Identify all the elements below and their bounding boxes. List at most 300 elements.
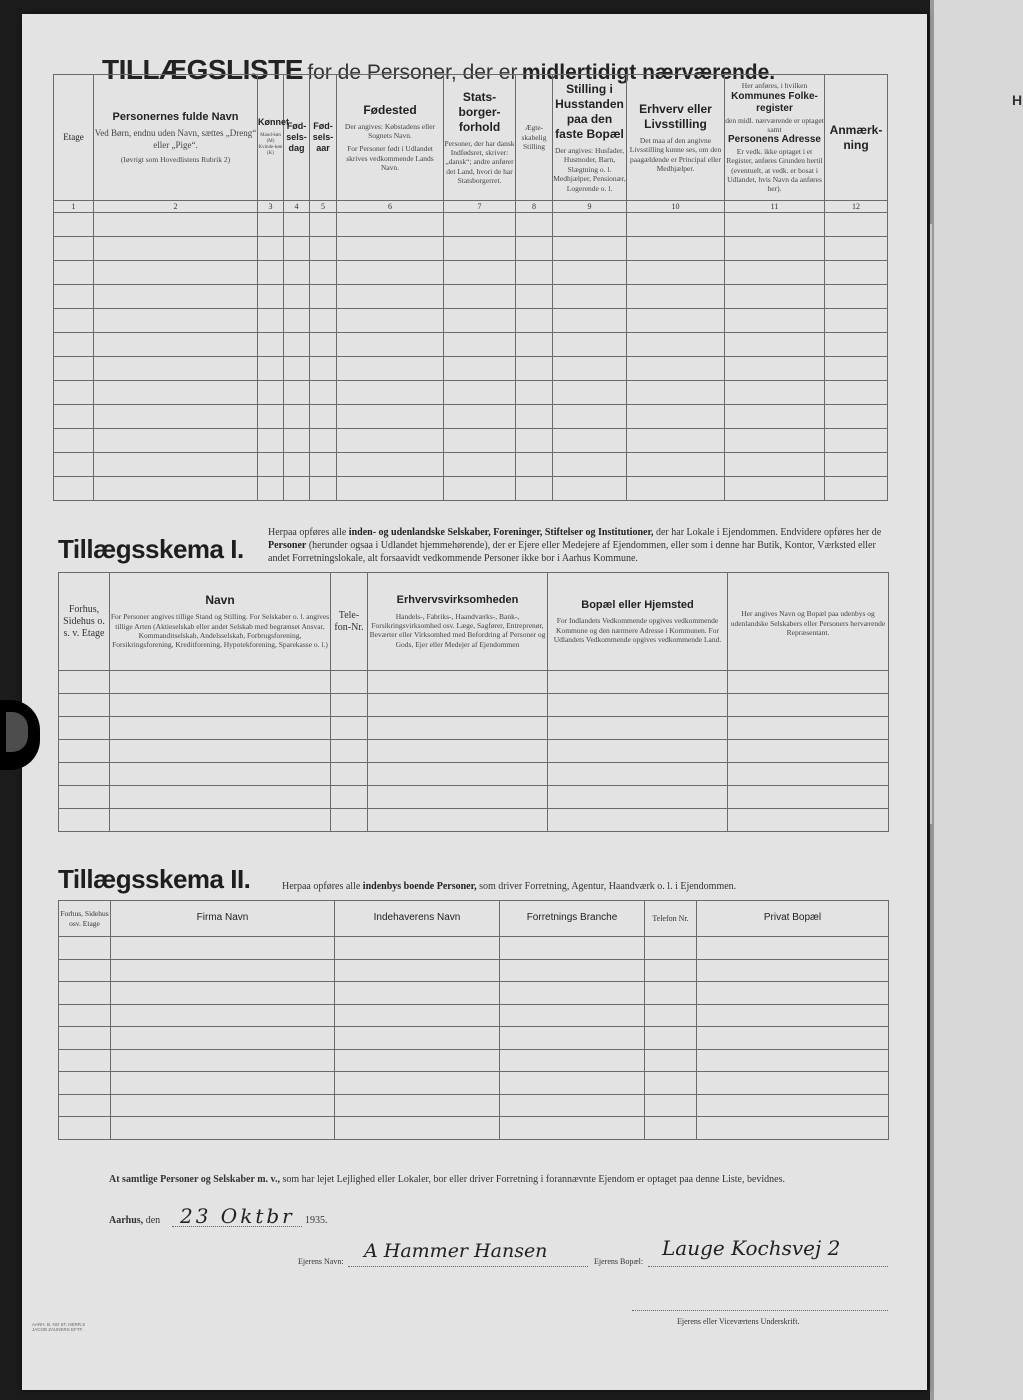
empty-cell	[697, 1004, 889, 1027]
empty-cell	[110, 717, 331, 740]
empty-row	[54, 357, 888, 381]
empty-cell	[59, 740, 110, 763]
empty-cell	[516, 261, 553, 285]
empty-cell	[728, 740, 889, 763]
date-handwritten: 23 Oktbr	[180, 1204, 295, 1228]
empty-cell	[284, 285, 310, 309]
empty-row	[59, 809, 889, 832]
empty-cell	[728, 694, 889, 717]
empty-cell	[331, 763, 368, 786]
empty-cell	[500, 1027, 645, 1050]
empty-cell	[310, 381, 337, 405]
empty-cell	[627, 357, 725, 381]
s2-col-firma: Firma Navn	[111, 901, 335, 937]
empty-cell	[825, 381, 888, 405]
empty-cell	[110, 694, 331, 717]
empty-cell	[331, 809, 368, 832]
declaration: At samtlige Personer og Selskaber m. v., som har lejet Lejlighed eller Lokaler, bor eller driver Forretning i forannævnte Ejendom er optaget paa denne Liste, bevidnes.	[109, 1174, 785, 1185]
empty-cell	[553, 429, 627, 453]
empty-cell	[59, 1094, 111, 1117]
empty-cell	[310, 213, 337, 237]
empty-cell	[54, 213, 94, 237]
empty-cell	[725, 357, 825, 381]
empty-row	[59, 717, 889, 740]
empty-cell	[645, 937, 697, 960]
col-statsborger: Stats-borger-forhold Personer, der har dansk Indfødsret, skriver: „dansk“; andre anfører det Land, hvori de har Statsborgerret.	[444, 75, 516, 201]
place-label: Aarhus, den	[109, 1215, 161, 1226]
empty-cell	[59, 937, 111, 960]
empty-cell	[500, 982, 645, 1005]
empty-cell	[553, 333, 627, 357]
empty-cell	[548, 809, 728, 832]
col-anmaerkning: Anmærk-ning	[825, 75, 888, 201]
empty-row	[54, 429, 888, 453]
empty-cell	[258, 261, 284, 285]
empty-cell	[516, 333, 553, 357]
empty-cell	[284, 405, 310, 429]
empty-cell	[444, 261, 516, 285]
empty-cell	[310, 453, 337, 477]
empty-cell	[444, 309, 516, 333]
empty-cell	[337, 357, 444, 381]
year: 1935.	[305, 1215, 328, 1226]
empty-cell	[516, 309, 553, 333]
empty-cell	[59, 982, 111, 1005]
owner-name-handwritten: A Hammer Hansen	[364, 1240, 548, 1262]
empty-cell	[444, 237, 516, 261]
empty-cell	[94, 309, 258, 333]
empty-cell	[444, 405, 516, 429]
signature-line	[632, 1310, 888, 1311]
empty-cell	[59, 671, 110, 694]
empty-row	[59, 1027, 889, 1050]
empty-cell	[331, 740, 368, 763]
empty-cell	[500, 1004, 645, 1027]
empty-cell	[444, 213, 516, 237]
empty-cell	[825, 405, 888, 429]
col-number: 6	[337, 201, 444, 213]
empty-row	[59, 740, 889, 763]
col-foedested: Fødested Der angives: Købstadens eller Sognets Navn. For Personer født i Udlandet skrives vedkommende Lands Navn.	[337, 75, 444, 201]
s1-col-telefon: Tele-fon-Nr.	[331, 573, 368, 671]
empty-cell	[337, 381, 444, 405]
empty-cell	[54, 333, 94, 357]
col-number: 5	[310, 201, 337, 213]
empty-cell	[111, 959, 335, 982]
owner-address-label: Ejerens Bopæl:	[594, 1257, 644, 1266]
empty-cell	[284, 309, 310, 333]
empty-cell	[516, 453, 553, 477]
empty-row	[59, 982, 889, 1005]
s1-col-erhverv: Erhvervsvirksomheden Handels-, Fabriks-, Haandværks-, Bank-, Forsikringsvirksomhed osv. Læge, Sagfører, Entreprenør, Beværter eller Virksomhed med Befordring af Personer og Gods, Ejer eller Medejer af Ejendommen	[368, 573, 548, 671]
empty-cell	[59, 1004, 111, 1027]
empty-cell	[516, 405, 553, 429]
empty-row	[59, 694, 889, 717]
col-erhverv: Erhverv eller Livsstilling Det maa af den angivne Livsstilling kunne ses, om den paagældende er Principal eller Medhjælper.	[627, 75, 725, 201]
empty-cell	[627, 237, 725, 261]
empty-row	[59, 1004, 889, 1027]
empty-cell	[728, 786, 889, 809]
empty-cell	[335, 1049, 500, 1072]
empty-cell	[335, 1117, 500, 1140]
empty-cell	[59, 717, 110, 740]
empty-cell	[725, 285, 825, 309]
empty-cell	[516, 237, 553, 261]
s1-col-bopael: Bopæl eller Hjemsted For Indlandets Vedkommende opgives vedkommende Kommune og den nærmere Adresse i Kommunen. For Udlandets Vedkommende opgives vedkommende Land.	[548, 573, 728, 671]
skema2-table	[58, 900, 889, 1140]
empty-cell	[444, 453, 516, 477]
col-foedselsdag: Fød-sels-dag	[284, 75, 310, 201]
empty-cell	[516, 381, 553, 405]
empty-cell	[825, 429, 888, 453]
empty-cell	[337, 213, 444, 237]
empty-cell	[548, 717, 728, 740]
empty-cell	[697, 937, 889, 960]
empty-row	[59, 671, 889, 694]
empty-cell	[368, 717, 548, 740]
form-page	[22, 14, 927, 1390]
signature-label: Ejerens eller Viceværtens Underskrift.	[677, 1317, 800, 1326]
col-stilling: Stilling i Husstanden paa den faste Bopæl Der angives: Husfader, Husmoder, Barn, Slægtning o. l. Medhjælper, Pensionær, Logerende o. l.	[553, 75, 627, 201]
empty-cell	[310, 405, 337, 429]
s1-col-repraesentant: Her angives Navn og Bopæl paa udenbys og udenlandske Selskabers eller Personers herværende Repræsentant.	[728, 573, 889, 671]
empty-cell	[553, 477, 627, 501]
empty-row	[54, 477, 888, 501]
empty-cell	[337, 237, 444, 261]
empty-cell	[725, 237, 825, 261]
empty-cell	[284, 429, 310, 453]
empty-cell	[697, 1094, 889, 1117]
tillaegsliste-table	[53, 74, 888, 501]
col-folkeregister: Her anføres, i hvilken Kommunes Folke-register den midl. nærværende er optaget samt Personens Adresse Er vedk. ikke optaget i et Register, anføres Grunden hertil (eventuelt, at vedk. er bosat i Udlandet, hvis Navn da anføres her).	[725, 75, 825, 201]
empty-cell	[337, 429, 444, 453]
empty-cell	[627, 477, 725, 501]
empty-cell	[335, 959, 500, 982]
empty-cell	[111, 982, 335, 1005]
empty-cell	[697, 1072, 889, 1095]
empty-cell	[825, 261, 888, 285]
empty-cell	[697, 1049, 889, 1072]
empty-cell	[310, 261, 337, 285]
empty-cell	[54, 405, 94, 429]
skema1-table	[58, 572, 889, 832]
empty-cell	[111, 1117, 335, 1140]
s1-col-etage: Forhus, Sidehus o. s. v. Etage	[59, 573, 110, 671]
empty-cell	[645, 1094, 697, 1117]
empty-cell	[310, 477, 337, 501]
empty-cell	[94, 285, 258, 309]
empty-row	[59, 959, 889, 982]
list-title: TILLÆGSLISTE for de Personer, der er midlertidigt nærværende.	[102, 54, 776, 85]
empty-cell	[258, 333, 284, 357]
empty-cell	[258, 357, 284, 381]
empty-cell	[284, 381, 310, 405]
empty-cell	[110, 740, 331, 763]
empty-row	[59, 1072, 889, 1095]
empty-cell	[627, 333, 725, 357]
empty-cell	[54, 285, 94, 309]
empty-cell	[310, 333, 337, 357]
empty-row	[54, 309, 888, 333]
empty-row	[54, 405, 888, 429]
empty-cell	[553, 285, 627, 309]
empty-cell	[258, 429, 284, 453]
empty-cell	[825, 213, 888, 237]
empty-cell	[627, 213, 725, 237]
empty-cell	[500, 1094, 645, 1117]
empty-cell	[500, 1072, 645, 1095]
empty-cell	[94, 381, 258, 405]
empty-cell	[368, 763, 548, 786]
empty-cell	[94, 333, 258, 357]
empty-cell	[516, 477, 553, 501]
empty-cell	[627, 405, 725, 429]
s2-col-branche: Forretnings Branche	[500, 901, 645, 937]
empty-cell	[54, 357, 94, 381]
empty-cell	[94, 453, 258, 477]
empty-cell	[59, 1049, 111, 1072]
empty-cell	[645, 959, 697, 982]
empty-cell	[110, 786, 331, 809]
empty-cell	[258, 477, 284, 501]
empty-cell	[258, 381, 284, 405]
owner-address-line	[648, 1266, 888, 1267]
empty-cell	[553, 405, 627, 429]
empty-cell	[111, 1004, 335, 1027]
col-number: 4	[284, 201, 310, 213]
col-number: 12	[825, 201, 888, 213]
empty-cell	[335, 1072, 500, 1095]
empty-cell	[94, 213, 258, 237]
empty-cell	[110, 671, 331, 694]
empty-cell	[444, 381, 516, 405]
empty-cell	[697, 959, 889, 982]
col-number: 7	[444, 201, 516, 213]
col-number: 3	[258, 201, 284, 213]
empty-cell	[725, 477, 825, 501]
empty-cell	[337, 477, 444, 501]
empty-cell	[728, 717, 889, 740]
empty-cell	[337, 405, 444, 429]
empty-cell	[725, 333, 825, 357]
empty-cell	[284, 237, 310, 261]
col-number: 10	[627, 201, 725, 213]
s2-col-bopael: Privat Bopæl	[697, 901, 889, 937]
empty-row	[59, 937, 889, 960]
empty-cell	[368, 671, 548, 694]
empty-cell	[310, 357, 337, 381]
empty-cell	[284, 477, 310, 501]
empty-cell	[59, 1027, 111, 1050]
col-number: 2	[94, 201, 258, 213]
empty-cell	[54, 381, 94, 405]
empty-row	[59, 763, 889, 786]
empty-cell	[284, 453, 310, 477]
empty-cell	[258, 405, 284, 429]
empty-row	[54, 213, 888, 237]
empty-cell	[725, 381, 825, 405]
empty-cell	[310, 237, 337, 261]
empty-cell	[444, 357, 516, 381]
empty-cell	[725, 429, 825, 453]
empty-cell	[516, 285, 553, 309]
printer-mark: AARH. B. NO ST. HERR.S JACOB ZAUNERS EFTF.	[32, 1322, 86, 1333]
empty-cell	[258, 285, 284, 309]
skema2-title: Tillægsskema II.	[58, 864, 251, 894]
empty-cell	[284, 261, 310, 285]
col-foedselsaar: Fød-sels-aar	[310, 75, 337, 201]
empty-row	[54, 237, 888, 261]
empty-cell	[725, 453, 825, 477]
empty-cell	[111, 1049, 335, 1072]
empty-row	[59, 1094, 889, 1117]
owner-name-label: Ejerens Navn:	[298, 1257, 344, 1266]
empty-cell	[697, 1027, 889, 1050]
empty-cell	[553, 357, 627, 381]
empty-cell	[59, 786, 110, 809]
empty-cell	[825, 333, 888, 357]
empty-cell	[337, 453, 444, 477]
empty-cell	[54, 429, 94, 453]
empty-cell	[284, 213, 310, 237]
empty-cell	[553, 261, 627, 285]
skema1-note: Herpaa opføres alle inden- og udenlandske Selskaber, Foreninger, Stiftelser og Institutioner, der har Lokale i Ejendommen. Endvidere opføres her de Personer (herunder ogsaa i Udlandet hjemmehørende), der er Ejere eller Medejere af Ejendommen, eller som i denne har Butik, Kontor, Værksted eller andet Forretningslokale, alt forsaavidt vedkommende Personer ikke bor i Aarhus Kommune.	[268, 527, 882, 564]
empty-cell	[337, 285, 444, 309]
empty-row	[54, 261, 888, 285]
empty-cell	[284, 357, 310, 381]
empty-cell	[111, 1072, 335, 1095]
empty-cell	[368, 809, 548, 832]
empty-cell	[59, 763, 110, 786]
empty-cell	[825, 309, 888, 333]
empty-cell	[500, 959, 645, 982]
empty-cell	[368, 740, 548, 763]
empty-cell	[54, 237, 94, 261]
empty-cell	[335, 1027, 500, 1050]
empty-cell	[94, 429, 258, 453]
empty-row	[54, 333, 888, 357]
empty-cell	[94, 237, 258, 261]
empty-cell	[335, 1004, 500, 1027]
empty-cell	[645, 1072, 697, 1095]
empty-cell	[553, 237, 627, 261]
empty-cell	[645, 1049, 697, 1072]
next-page-edge: H	[932, 0, 1023, 1400]
empty-cell	[516, 357, 553, 381]
empty-cell	[500, 937, 645, 960]
col-number: 11	[725, 201, 825, 213]
col-number: 1	[54, 201, 94, 213]
empty-cell	[500, 1049, 645, 1072]
empty-cell	[825, 237, 888, 261]
empty-cell	[331, 671, 368, 694]
skema2-note: Herpaa opføres alle indenbys boende Personer, som driver Forretning, Agentur, Haandværk o. l. i Ejendommen.	[282, 881, 737, 892]
empty-cell	[59, 959, 111, 982]
empty-cell	[258, 453, 284, 477]
empty-cell	[553, 453, 627, 477]
empty-cell	[627, 261, 725, 285]
empty-cell	[697, 1117, 889, 1140]
empty-cell	[368, 694, 548, 717]
empty-cell	[310, 309, 337, 333]
empty-cell	[331, 694, 368, 717]
empty-cell	[627, 309, 725, 333]
empty-cell	[725, 213, 825, 237]
empty-cell	[500, 1117, 645, 1140]
empty-cell	[258, 309, 284, 333]
owner-name-line	[348, 1266, 588, 1267]
col-number: 9	[553, 201, 627, 213]
empty-row	[59, 1049, 889, 1072]
col-koen: Kønnet Mand-køn (M) Kvinde-køn (K)	[258, 75, 284, 201]
col-etage: Etage	[54, 75, 94, 201]
empty-cell	[54, 453, 94, 477]
s2-col-indehaver: Indehaverens Navn	[335, 901, 500, 937]
empty-row	[59, 786, 889, 809]
col-navn: Personernes fulde Navn Ved Børn, endnu uden Navn, sættes „Dreng“ eller „Pige“. (Iøvrigt som Hovedlistens Rubrik 2)	[94, 75, 258, 201]
empty-cell	[553, 213, 627, 237]
skema1-title: Tillægsskema I.	[58, 534, 244, 564]
empty-cell	[728, 763, 889, 786]
empty-cell	[825, 285, 888, 309]
empty-cell	[444, 285, 516, 309]
empty-cell	[627, 453, 725, 477]
empty-cell	[728, 671, 889, 694]
empty-cell	[331, 786, 368, 809]
empty-cell	[548, 671, 728, 694]
empty-cell	[94, 405, 258, 429]
empty-cell	[94, 357, 258, 381]
empty-cell	[548, 763, 728, 786]
empty-cell	[444, 333, 516, 357]
empty-cell	[553, 309, 627, 333]
empty-cell	[548, 740, 728, 763]
empty-cell	[645, 982, 697, 1005]
empty-cell	[725, 405, 825, 429]
empty-cell	[627, 429, 725, 453]
s2-col-etage: Forhus, Sidehus osv. Etage	[59, 901, 111, 937]
empty-cell	[111, 1027, 335, 1050]
empty-row	[54, 453, 888, 477]
empty-cell	[728, 809, 889, 832]
empty-cell	[548, 694, 728, 717]
empty-cell	[335, 1094, 500, 1117]
empty-cell	[627, 285, 725, 309]
col-aegteskab: Ægte-skabelig Stilling	[516, 75, 553, 201]
empty-cell	[825, 357, 888, 381]
empty-cell	[59, 1072, 111, 1095]
empty-cell	[335, 982, 500, 1005]
owner-address-handwritten: Lauge Kochsvej 2	[662, 1236, 841, 1260]
empty-cell	[258, 213, 284, 237]
empty-cell	[310, 285, 337, 309]
empty-cell	[54, 477, 94, 501]
empty-cell	[59, 694, 110, 717]
empty-cell	[444, 477, 516, 501]
empty-cell	[337, 309, 444, 333]
empty-cell	[111, 937, 335, 960]
empty-cell	[110, 763, 331, 786]
empty-cell	[111, 1094, 335, 1117]
empty-cell	[645, 1004, 697, 1027]
s1-col-navn: Navn For Personer angives tillige Stand og Stilling. For Selskaber o. l. angives tillige Arten (Aktieselskab eller andet Selskab med begrænset Ansvar, Kommanditselskab, Andelsselskab, Forbrugsforening, Forsikringsforening, Kreditforening, Hypotekforening, Sparekasse o. l.)	[110, 573, 331, 671]
empty-row	[59, 1117, 889, 1140]
empty-cell	[258, 237, 284, 261]
empty-cell	[94, 477, 258, 501]
empty-cell	[59, 809, 110, 832]
empty-cell	[444, 429, 516, 453]
empty-cell	[548, 786, 728, 809]
